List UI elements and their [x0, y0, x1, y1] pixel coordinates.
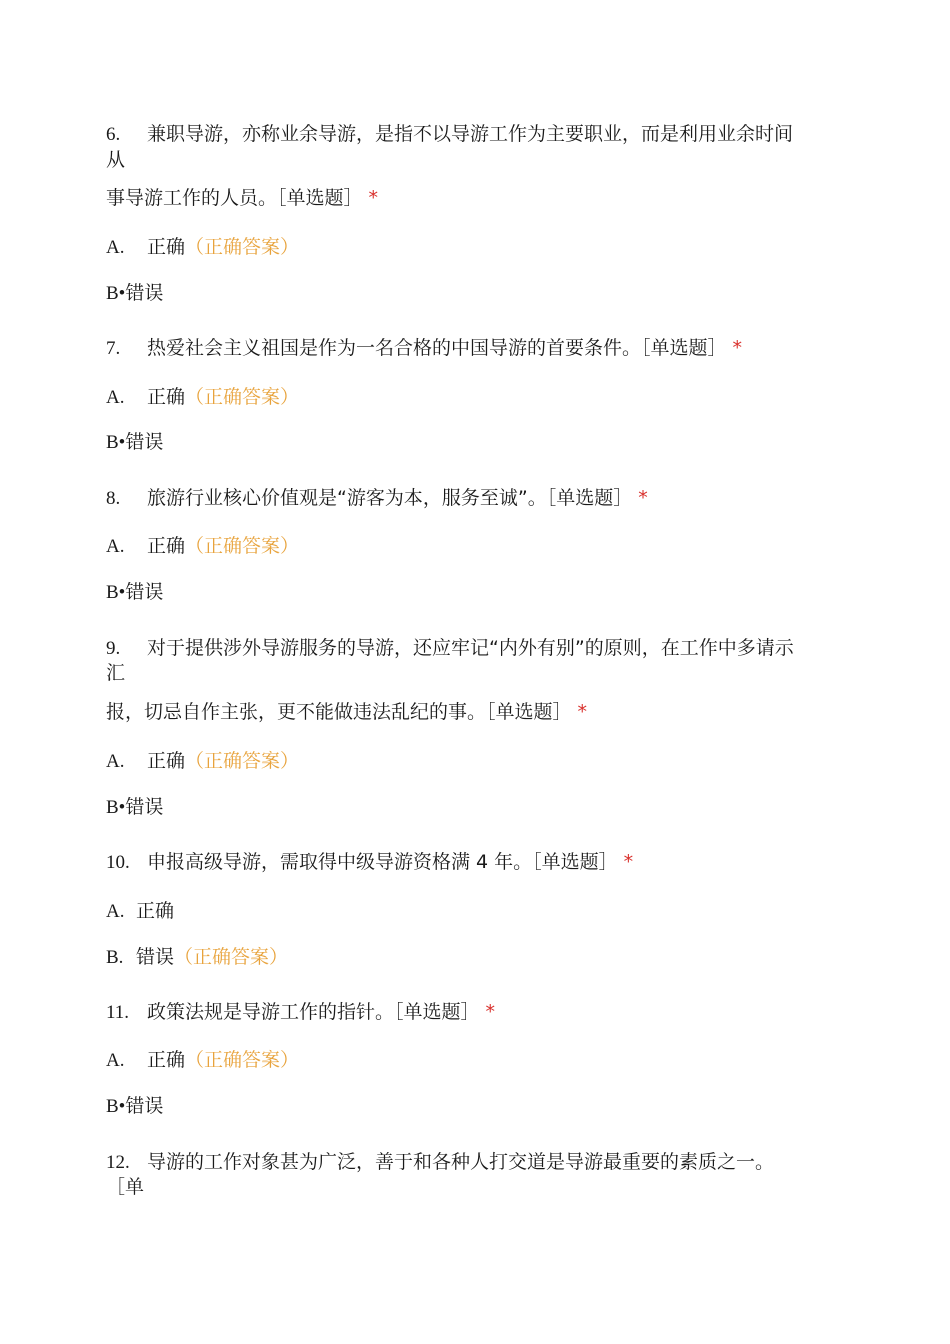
correct-answer-tag: （正确答案）	[185, 236, 300, 258]
question-9-line-1	[106, 635, 794, 662]
option-text: B•错误	[106, 432, 164, 453]
option-label: A.	[106, 751, 125, 772]
option-text: 正确	[147, 236, 186, 258]
question-number: 10.	[106, 852, 130, 873]
question-8-option-a[interactable]	[106, 533, 299, 560]
question-12-line-2	[106, 1174, 144, 1200]
question-text: 热爱社会主义祖国是作为一名合格的中国导游的首要条件。［单选题］	[147, 337, 727, 359]
question-text: 导游的工作对象甚为广泛，善于和各种人打交道是导游最重要的素质之一。	[147, 1151, 775, 1173]
question-number: 11.	[106, 1002, 130, 1023]
question-number: 6.	[106, 124, 121, 145]
question-9-option-b[interactable]	[106, 795, 163, 821]
option-label: A.	[106, 1050, 125, 1071]
question-6-line-3	[106, 185, 378, 211]
option-text: B•错误	[106, 283, 164, 304]
question-10-option-b[interactable]	[106, 944, 288, 971]
option-text: B•错误	[106, 797, 164, 818]
question-9-line-2	[106, 660, 125, 686]
required-mark: *	[485, 1001, 496, 1023]
option-text: 正确	[147, 750, 186, 772]
question-11-option-b[interactable]	[106, 1094, 163, 1120]
question-9-line-3	[106, 699, 587, 725]
option-text: 正确	[136, 900, 175, 922]
required-mark: *	[638, 487, 648, 509]
question-text: 旅游行业核心价值观是“游客为本，服务至诚”。［单选题］	[147, 487, 633, 509]
question-11-option-a[interactable]	[106, 1047, 299, 1074]
question-text: 事导游工作的人员。［单选题］	[106, 187, 363, 209]
question-text: ［单	[106, 1176, 145, 1198]
question-6-option-a[interactable]	[106, 234, 299, 261]
option-text: 正确	[147, 386, 186, 408]
option-label: B.	[106, 947, 124, 968]
option-text: 错误	[136, 946, 175, 968]
correct-answer-tag: （正确答案）	[185, 386, 300, 408]
question-10-line-1	[106, 849, 633, 876]
required-mark: *	[732, 337, 743, 359]
required-mark: *	[623, 851, 634, 873]
option-label: A.	[106, 237, 125, 258]
correct-answer-tag: （正确答案）	[185, 750, 300, 772]
option-label: A.	[106, 536, 125, 557]
correct-answer-tag: （正确答案）	[185, 535, 300, 557]
question-6-option-b[interactable]	[106, 281, 163, 307]
question-7-option-a[interactable]	[106, 384, 299, 411]
question-9-option-a[interactable]	[106, 748, 299, 775]
question-12-line-1	[106, 1149, 774, 1176]
question-number: 7.	[106, 338, 121, 359]
question-8-option-b[interactable]	[106, 580, 163, 606]
question-text: 从	[106, 149, 126, 171]
option-label: A.	[106, 387, 125, 408]
question-8-line-1	[106, 485, 648, 512]
question-7-option-b[interactable]	[106, 430, 163, 456]
question-text: 政策法规是导游工作的指针。［单选题］	[147, 1001, 480, 1023]
question-text: 兼职导游，亦称业余导游，是指不以导游工作为主要职业，而是利用业余时间	[147, 123, 794, 145]
required-mark: *	[368, 187, 379, 209]
option-text: B•错误	[106, 1096, 164, 1117]
question-text: 报，切忌自作主张，更不能做违法乱纪的事。［单选题］	[106, 701, 572, 723]
question-11-line-1	[106, 999, 495, 1026]
question-number: 9.	[106, 638, 121, 659]
question-text: 汇	[106, 662, 126, 684]
option-text: 正确	[147, 1049, 186, 1071]
question-7-line-1	[106, 335, 742, 362]
question-6-line-2	[106, 147, 125, 173]
question-6-line-1	[106, 121, 793, 148]
question-number: 12.	[106, 1152, 130, 1173]
question-number: 8.	[106, 488, 121, 509]
correct-answer-tag: （正确答案）	[185, 1049, 300, 1071]
question-text: 申报高级导游，需取得中级导游资格满 4 年。［单选题］	[147, 851, 618, 873]
question-10-option-a[interactable]	[106, 898, 174, 925]
correct-answer-tag: （正确答案）	[174, 946, 289, 968]
option-label: A.	[106, 901, 125, 922]
required-mark: *	[577, 701, 588, 723]
question-text: 对于提供涉外导游服务的导游，还应牢记“内外有别”的原则，在工作中多请示	[147, 637, 794, 659]
option-text: B•错误	[106, 582, 164, 603]
option-text: 正确	[147, 535, 186, 557]
